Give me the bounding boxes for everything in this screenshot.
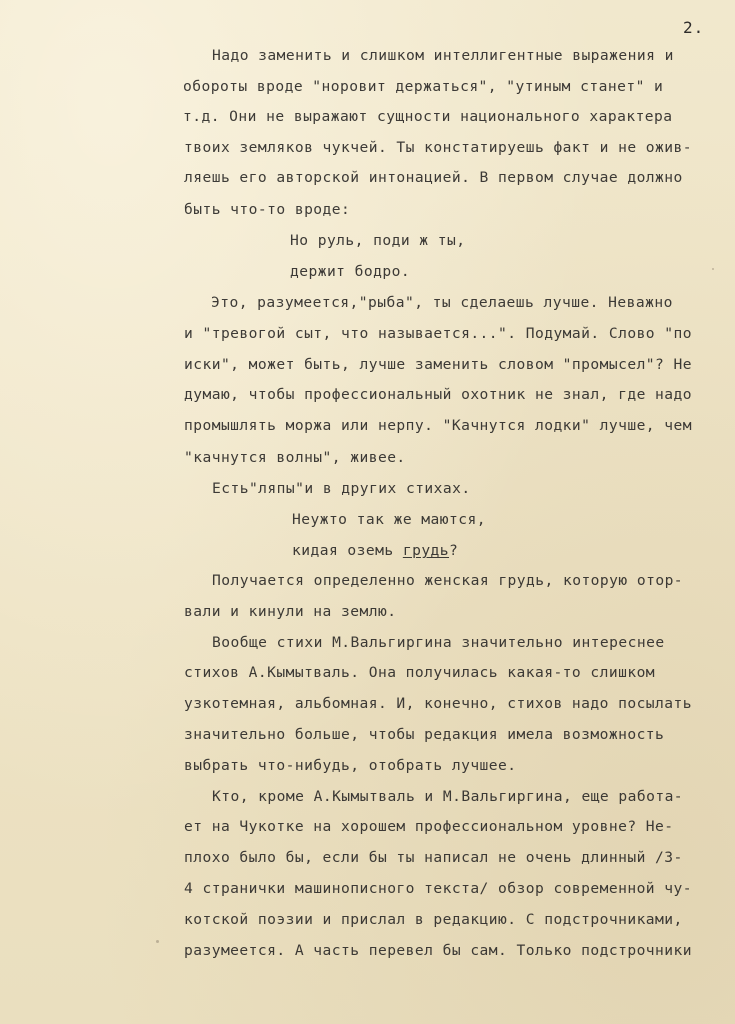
text-line: выбрать что-нибудь, отобрать лучшее. (184, 757, 517, 774)
question-mark: ? (449, 542, 459, 559)
paper-speck (156, 940, 159, 943)
text-line: Это, разумеется,"рыба", ты сделаешь лучше. Неважно (211, 294, 673, 311)
text-line: Надо заменить и слишком интеллигентные выражения и (212, 47, 674, 64)
text-line: держит бодро. (290, 263, 411, 280)
text-line: плохо было бы, если бы ты написал не очень длинный /3- (184, 849, 683, 866)
text-line: Есть"ляпы"и в других стихах. (212, 480, 471, 497)
text-line: "качнутся волны", живее. (184, 449, 406, 466)
text-line: думаю, чтобы профессиональный охотник не знал, где надо (184, 386, 692, 403)
text-line: Вообще стихи М.Вальгиргина значительно интереснее (212, 634, 665, 651)
text-line: разумеется. А часть перевел бы сам. Только подстрочники (184, 942, 692, 959)
text-line: обороты вроде "норовит держаться", "утиным станет" и (183, 78, 664, 95)
text-line: Неужто так же маются, (292, 511, 486, 528)
text-line: вали и кинули на землю. (184, 603, 397, 620)
text-fragment: кидая оземь (292, 542, 403, 559)
text-line: стихов А.Кымытваль. Она получилась какая-то слишком (184, 664, 656, 681)
text-line: и "тревогой сыт, что называется...". Подумай. Слово "по (184, 325, 692, 342)
text-line: твоих земляков чукчей. Ты констатируешь факт и не ожив- (184, 139, 692, 156)
text-line-underlined (292, 542, 458, 560)
text-line: Кто, кроме А.Кымытваль и М.Вальгиргина, еще работа- (212, 788, 684, 805)
paper-speck (712, 268, 714, 270)
text-line: Но руль, поди ж ты, (290, 232, 466, 249)
text-line: промышлять моржа или нерпу. "Качнутся лодки" лучше, чем (184, 417, 692, 434)
text-line: Получается определенно женская грудь, которую отор- (212, 572, 684, 589)
text-line: ляешь его авторской интонацией. В первом случае должно (184, 169, 683, 186)
text-line: т.д. Они не выражают сущности национального характера (183, 108, 673, 125)
text-line: узкотемная, альбомная. И, конечно, стихов надо посылать (184, 695, 692, 712)
page-number: 2. (683, 18, 705, 37)
text-line: ет на Чукотке на хорошем профессиональном уровне? Не- (184, 818, 674, 835)
text-line: быть что-то вроде: (184, 201, 351, 218)
text-line: котской поэзии и прислал в редакцию. С подстрочниками, (184, 911, 683, 928)
text-line: иски", может быть, лучше заменить словом "промысел"? Не (184, 356, 692, 373)
text-line: значительно больше, чтобы редакция имела возможность (184, 726, 665, 743)
underlined-word: грудь (402, 542, 450, 559)
text-line: 4 странички машинописного текста/ обзор современной чу- (184, 880, 692, 897)
